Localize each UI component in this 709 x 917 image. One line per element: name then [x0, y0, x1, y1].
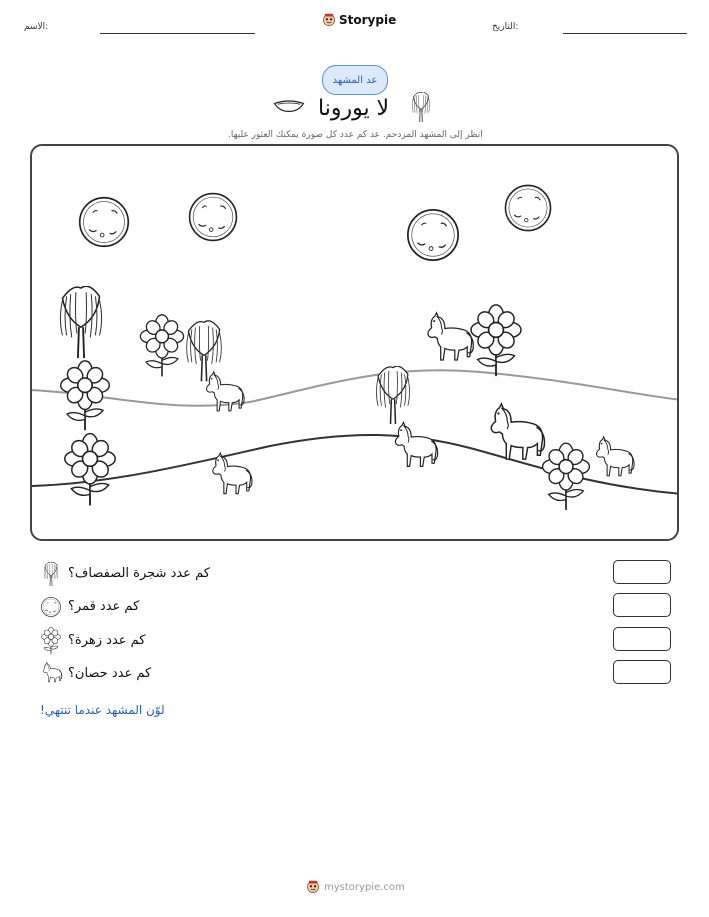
page-title: لا يورونا — [318, 96, 390, 121]
horse-1 — [428, 313, 473, 360]
question-moon: كم عدد قمر؟ — [68, 599, 140, 614]
flower-4 — [471, 305, 521, 376]
willow-tree-3 — [376, 366, 409, 424]
answer-box-flower[interactable] — [613, 627, 671, 651]
horse-3 — [395, 422, 437, 466]
storypie-logo-icon — [322, 13, 336, 27]
coloring-instruction: لوّن المشهد عندما تنتهي! — [40, 703, 165, 717]
back-hill-line — [30, 370, 679, 406]
name-label: الاسم: — [24, 22, 49, 32]
flower-2 — [61, 361, 110, 430]
storypie-logo-icon — [306, 880, 320, 894]
moon-3 — [408, 210, 458, 260]
flower-1 — [140, 315, 183, 377]
willow-tree-1 — [60, 286, 101, 358]
boat-icon — [273, 96, 305, 114]
willow-tree-icon — [408, 92, 434, 122]
date-line[interactable] — [563, 33, 687, 34]
name-line[interactable] — [100, 33, 255, 34]
flower-3 — [65, 434, 115, 506]
question-willow: كم عدد شجرة الصفصاف؟ — [68, 566, 210, 581]
horse-icon — [40, 661, 64, 683]
flower-icon — [40, 627, 62, 655]
question-flower: كم عدد زهرة؟ — [68, 633, 146, 648]
footer — [306, 880, 405, 894]
answer-box-willow[interactable] — [613, 560, 671, 584]
question-horse: كم عدد حصان؟ — [68, 666, 152, 681]
brand-logo — [322, 13, 396, 27]
horse-4 — [491, 404, 544, 459]
answer-box-horse[interactable] — [613, 660, 671, 684]
instruction-text: انظر إلى المشهد المزدحم. عد كم عدد كل صورة يمكنك العثور عليها. — [228, 130, 483, 140]
moon-1 — [80, 198, 129, 247]
horse-5 — [213, 453, 252, 494]
moon-4 — [505, 185, 550, 230]
willow-tree-2 — [187, 321, 222, 381]
moon-2 — [190, 194, 237, 241]
flower-5 — [543, 443, 590, 510]
answer-box-moon[interactable] — [613, 593, 671, 617]
horse-6 — [597, 437, 635, 476]
brand-name: Storypie — [339, 13, 397, 27]
footer-site: mystorypie.com — [324, 881, 405, 893]
date-label: التاريخ: — [492, 22, 519, 32]
scene-count-badge: عد المشهد — [322, 65, 388, 95]
moon-icon — [40, 596, 62, 618]
counting-scene — [30, 144, 679, 541]
willow-tree-icon — [40, 562, 62, 586]
